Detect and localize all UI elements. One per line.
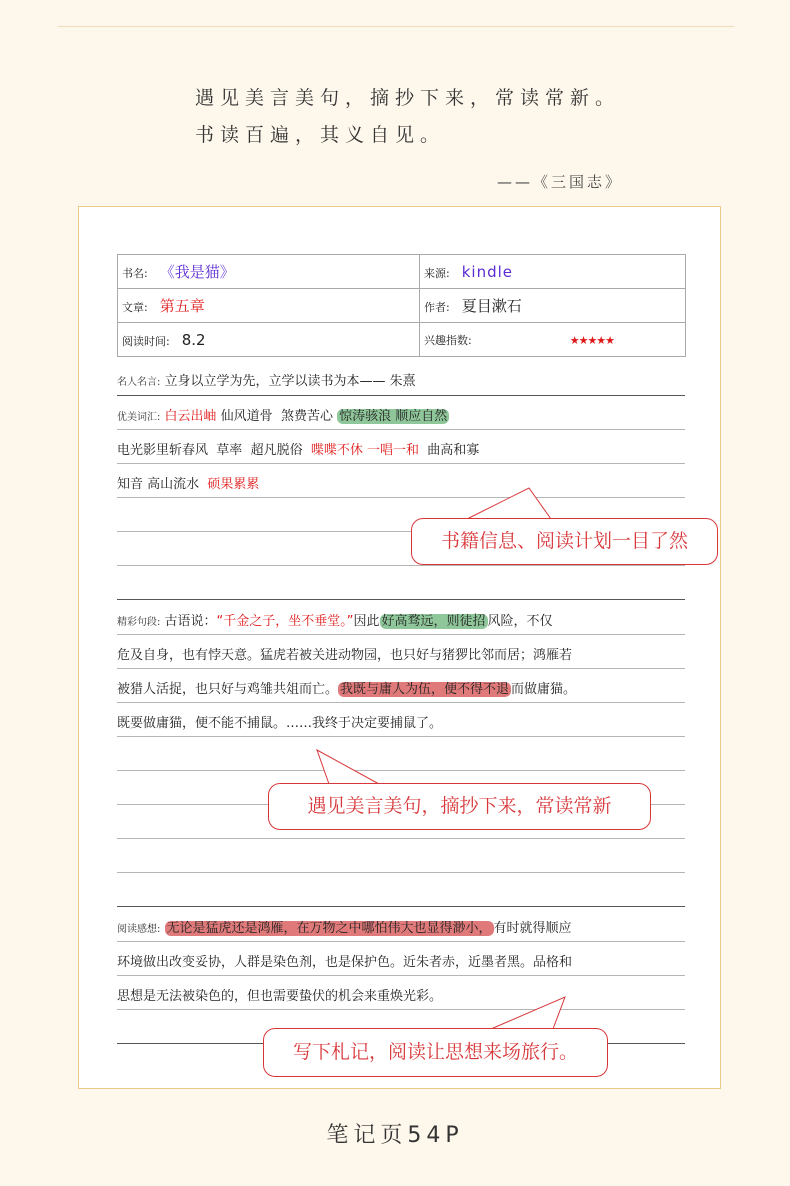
callout-tails [79, 207, 722, 1090]
interest-label: 兴趣指数: [424, 333, 472, 347]
callout-tail [317, 750, 379, 784]
vocab-word: 电光影里斩春风 [117, 443, 209, 458]
intro-quote-line2: 书读百遍，其义自见。 [195, 124, 446, 146]
top-divider [58, 26, 734, 27]
star-rating: ★★★★★ [569, 333, 615, 347]
feeling-label: 阅读感想: [117, 924, 161, 935]
book-name-label: 书名: [122, 267, 148, 280]
reading-time-label: 阅读时间: [122, 334, 170, 348]
feeling-text: 有时就得顺应 [493, 921, 572, 936]
page-caption: 笔记页54P [326, 1123, 464, 1148]
intro-quote-line1: 遇见美言美句，摘抄下来，常读常新。 [195, 87, 621, 109]
book-name-value: 《我是猫》 [159, 263, 235, 281]
passage-highlight: 好高骛远，则徒招 [381, 614, 486, 629]
passage-label: 精彩句段: [117, 617, 161, 628]
source-label: 来源: [424, 266, 450, 280]
feeling-highlight: 无论是猛虎还是鸿雁，在万物之中哪怕伟大也显得渺小， [166, 921, 492, 936]
passage-text: 风险，不仅 [487, 614, 553, 629]
vocab-word: 草率 [216, 443, 243, 458]
quote-source: ——《三国志》 [497, 173, 624, 191]
vocab-word: 超凡脱俗 [250, 443, 303, 458]
vocab-word: 曲高和寡 [427, 443, 480, 458]
vocab-word: 白云出岫 [164, 409, 217, 424]
passage-row-4: 既要做庸猫，便不能不捕鼠。……我终于决定要捕鼠了。 [117, 716, 443, 731]
famous-quote-text: 立身以立学为先，立学以读书为本—— 朱熹 [164, 374, 416, 389]
author-label: 作者: [424, 301, 450, 314]
feeling-row-2: 环境做出改变妥协，人群是染色剂，也是保护色。近朱者赤，近墨者黑。品格和 [117, 955, 573, 970]
vocab-word: 仙风道骨 [220, 409, 273, 424]
vocab-label: 优美词汇: [117, 412, 161, 423]
passage-text: 而做庸猫。 [511, 682, 577, 697]
author-value: 夏目漱石 [461, 297, 522, 315]
source-value: kindle [461, 262, 513, 281]
reading-time-value: 8.2 [181, 330, 206, 349]
callout-notes: 写下札记，阅读让思想来场旅行。 [263, 1028, 608, 1077]
passage-text: 古语说： [164, 614, 217, 629]
vocab-word: 硕果累累 [207, 477, 260, 492]
vocab-word: 知音 高山流水 [117, 477, 200, 492]
passage-text-red: “千金之子，坐不垂堂。” [216, 614, 354, 629]
vocab-word: 喋喋不休 一唱一和 [310, 443, 419, 458]
callout-tail [491, 997, 565, 1029]
feeling-row-3: 思想是无法被染色的，但也需要蛰伏的机会来重焕光彩。 [117, 989, 443, 1004]
vocab-word: 煞费苦心 [280, 409, 333, 424]
intro-quote [195, 80, 620, 154]
callout-tail [467, 488, 551, 519]
callout-excerpt: 遇见美言美句，摘抄下来，常读常新 [268, 783, 651, 830]
passage-row-2: 危及自身，也有悖天意。猛虎若被关进动物园，也只好与猪猡比邻而居；鸿雁若 [117, 648, 573, 663]
famous-quote-label: 名人名言: [117, 377, 161, 388]
article-value: 第五章 [159, 297, 205, 315]
callout-book-info: 书籍信息、阅读计划一目了然 [411, 518, 718, 565]
note-page [78, 206, 721, 1089]
article-label: 文章: [122, 301, 148, 314]
passage-highlight: 我既与庸人为伍，便不得不退 [340, 682, 510, 697]
passage-text: 因此 [353, 614, 380, 629]
vocab-highlight: 惊涛骇浪 顺应自然 [339, 409, 448, 424]
passage-text: 被猎人活捉，也只好与鸡雏共俎而亡。 [117, 682, 339, 697]
